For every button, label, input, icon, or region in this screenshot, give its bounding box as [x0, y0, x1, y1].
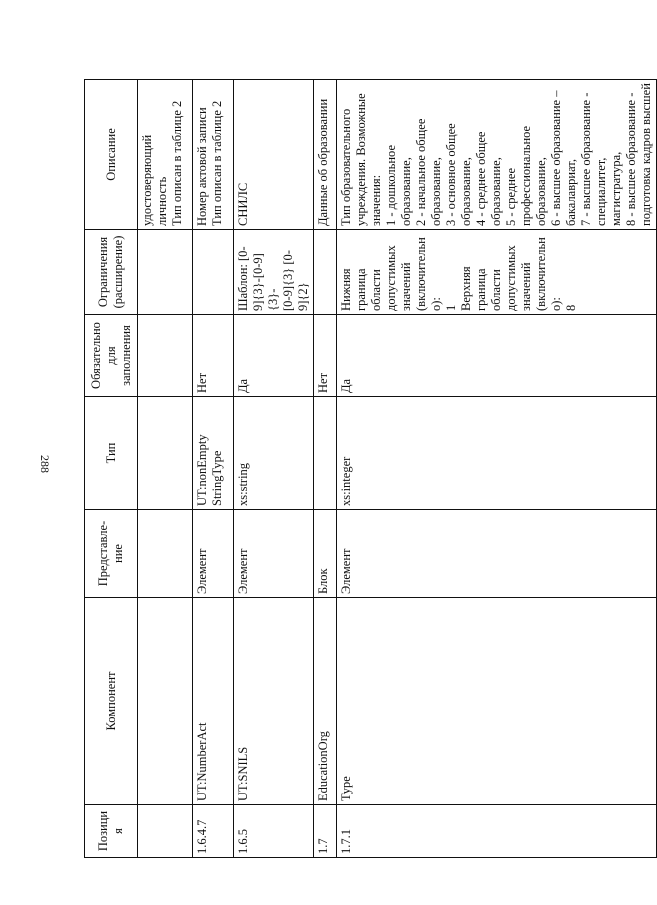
cell-component: EducationOrg [314, 598, 337, 805]
cell-representation: Элемент [337, 510, 657, 598]
header-required: Обязательно для заполнения [85, 315, 138, 397]
cell-type: xs:integer [337, 397, 657, 510]
rotated-page-content [84, 80, 653, 858]
cell-required [138, 315, 193, 397]
header-representation: Представле- ние [85, 510, 138, 598]
header-component: Компонент [85, 598, 138, 805]
cell-limits [138, 230, 193, 315]
header-description: Описание [85, 80, 138, 230]
cell-type: UT:nonEmpty StringType [193, 397, 234, 510]
table-row [193, 80, 234, 858]
cell-position [138, 805, 193, 858]
cell-component: UT:NumberAct [193, 598, 234, 805]
cell-description: Данные об образовании [314, 80, 337, 230]
cell-component: Type [337, 598, 657, 805]
cell-limits: Нижняя граница области допустимых значений (включительно): 1 Верхняя граница области допустимых значений (включительно): 8 [337, 230, 657, 315]
cell-limits: Шаблон: [0- 9]{3}-[0-9]{3}- [0-9]{3} [0- 9]{2} [234, 230, 314, 315]
table-header-row [85, 80, 138, 858]
cell-limits [314, 230, 337, 315]
table-row [138, 80, 193, 858]
cell-representation: Элемент [193, 510, 234, 598]
cell-representation [138, 510, 193, 598]
cell-description: Номер актовой записи Тип описан в таблице 2 [193, 80, 234, 230]
data-table [84, 79, 657, 858]
cell-description: СНИЛС [234, 80, 314, 230]
cell-description: удостоверяющий личность Тип описан в таблице 2 [138, 80, 193, 230]
cell-component [138, 598, 193, 805]
table-row [337, 80, 657, 858]
cell-type: xs:string [234, 397, 314, 510]
cell-position: 1.7.1 [337, 805, 657, 858]
cell-required: Нет [193, 315, 234, 397]
cell-representation: Элемент [234, 510, 314, 598]
page-number: 288 [38, 455, 52, 473]
cell-type [138, 397, 193, 510]
cell-required: Да [234, 315, 314, 397]
cell-type [314, 397, 337, 510]
cell-description: Тип образовательного учреждения. Возможные значения: 1 - дошкольное образование, 2 - начальное общее образование, 3 - основное общее образование, 4 - среднее общее образование, 5 - среднее профессиональное образование, 6 - высшее образование – бакалавриат, 7 - высшее образование - специалитет, магистратура, 8 - высшее образование - подготовка кадров высшей [337, 80, 657, 230]
cell-representation: Блок [314, 510, 337, 598]
cell-position: 1.6.5 [234, 805, 314, 858]
cell-limits [193, 230, 234, 315]
header-position: Позиция [85, 805, 138, 858]
cell-required: Нет [314, 315, 337, 397]
cell-component: UT:SNILS [234, 598, 314, 805]
table-row [234, 80, 314, 858]
cell-required: Да [337, 315, 657, 397]
cell-position: 1.6.4.7 [193, 805, 234, 858]
table-row [314, 80, 337, 858]
cell-position: 1.7 [314, 805, 337, 858]
header-type: Тип [85, 397, 138, 510]
header-limits: Ограничения (расширение) [85, 230, 138, 315]
